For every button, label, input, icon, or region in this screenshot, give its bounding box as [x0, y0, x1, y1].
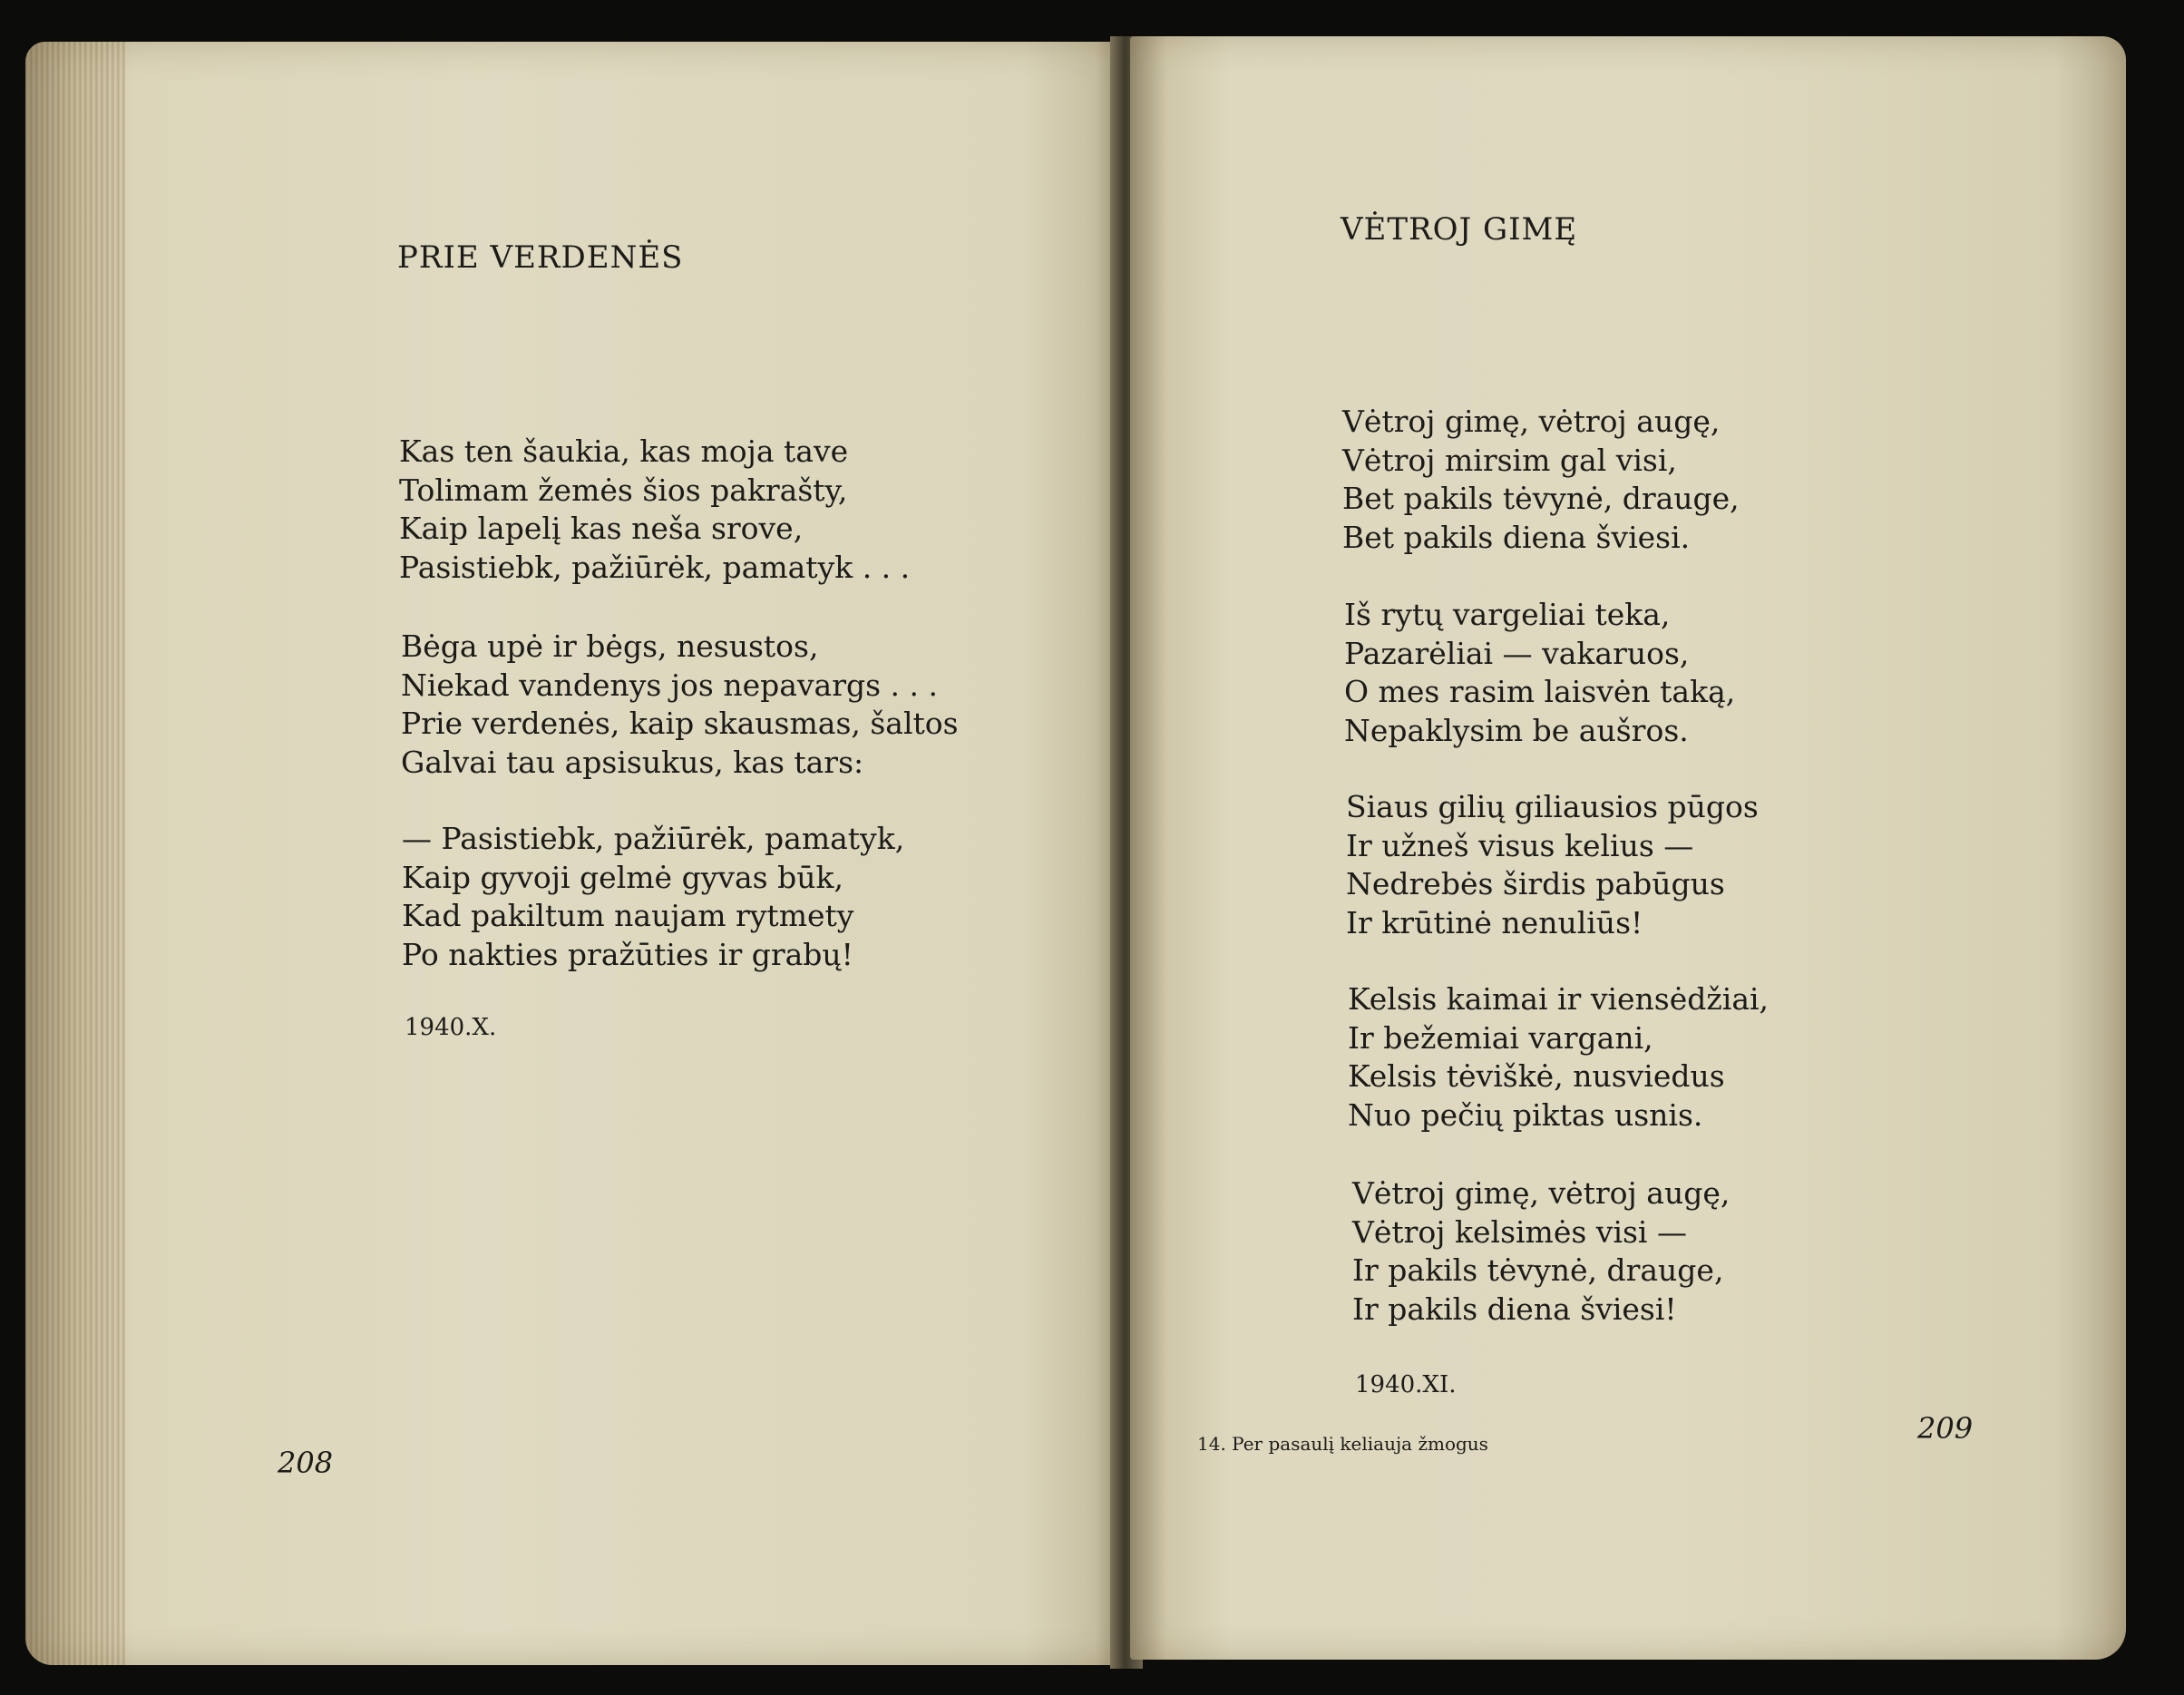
poem-line: Kaip lapelį kas neša srove, — [399, 511, 804, 546]
poem-line: Vėtroj kelsimės visi — — [1352, 1213, 1687, 1250]
stanza-right-4 — [1348, 980, 1769, 1135]
poem-line: Kelsis kaimai ir viensėdžiai, — [1348, 981, 1770, 1017]
poem-line: Bet pakils tėvynė, drauge, — [1342, 481, 1740, 516]
stanza-right-1 — [1342, 403, 1740, 557]
poem-line: Ir bežemiai vargani, — [1348, 1019, 1653, 1056]
poem-title-left: PRIE VERDENĖS — [397, 239, 684, 276]
poem-line: Po nakties pražūties ir grabų! — [402, 936, 853, 972]
poem-line: Ir pakils tėvynė, drauge, — [1352, 1252, 1724, 1288]
stanza-left-2 — [401, 628, 959, 782]
poem-date-right: 1940.XI. — [1355, 1371, 1457, 1398]
poem-line: Niekad vandenys jos nepavargs . . . — [401, 667, 938, 703]
poem-line: Ir užneš visus kelius — — [1346, 827, 1694, 863]
poem-line: Siaus gilių giliausios pūgos — [1346, 789, 1759, 824]
poem-line: Tolimam žemės šios pakrašty, — [399, 472, 848, 508]
poem-line: — Pasistiebk, pažiūrėk, pamatyk, — [402, 821, 905, 856]
stanza-right-5 — [1352, 1174, 1730, 1329]
page-number-right: 209 — [1917, 1411, 1974, 1446]
page-edge — [25, 42, 125, 1665]
poem-line: Kaip gyvoji gelmė gyvas būk, — [402, 859, 843, 895]
poem-line: Vėtroj mirsim gal visi, — [1342, 442, 1677, 478]
stanza-right-2 — [1344, 596, 1735, 750]
poem-line: Nuo pečių piktas usnis. — [1348, 1096, 1703, 1133]
poem-line: Vėtroj gimę, vėtroj augę, — [1342, 404, 1721, 439]
poem-line: Galvai tau apsisukus, kas tars: — [401, 744, 864, 780]
stanza-right-3 — [1346, 788, 1759, 942]
poem-line: Ir pakils diena šviesi! — [1352, 1291, 1677, 1327]
poem-title-right: VĖTROJ GIMĘ — [1341, 211, 1578, 248]
poem-line: Prie verdenės, kaip skausmas, šaltos — [401, 706, 959, 741]
poem-line: Kad pakiltum naujam rytmety — [402, 898, 854, 933]
poem-line: Pasistiebk, pažiūrėk, pamatyk . . . — [399, 549, 911, 585]
poem-line: Ir krūtinė nenuliūs! — [1346, 904, 1643, 940]
poem-date-left: 1940.X. — [405, 1014, 497, 1041]
poem-line: Bėga upė ir bėgs, nesustos, — [401, 628, 819, 664]
poem-line: Vėtroj gimę, vėtroj augę, — [1352, 1175, 1731, 1211]
poem-line: O mes rasim laisvėn taką, — [1344, 674, 1736, 709]
stanza-left-1 — [399, 433, 910, 587]
poem-line: Bet pakils diena šviesi. — [1342, 519, 1691, 555]
poem-line: Iš rytų vargeliai teka, — [1344, 597, 1671, 632]
poem-line: Kelsis tėviškė, nusviedus — [1348, 1058, 1725, 1094]
poem-line: Kas ten šaukia, kas moja tave — [399, 433, 849, 469]
stanza-left-3 — [402, 820, 904, 974]
poem-line: Pazarėliai — vakaruos, — [1344, 635, 1690, 671]
page-footer: 14. Per pasaulį keliauja žmogus — [1197, 1433, 1488, 1455]
page-number-left: 208 — [278, 1446, 334, 1480]
poem-line: Nedrebės širdis pabūgus — [1346, 866, 1725, 901]
poem-line: Nepaklysim be aušros. — [1344, 712, 1689, 748]
